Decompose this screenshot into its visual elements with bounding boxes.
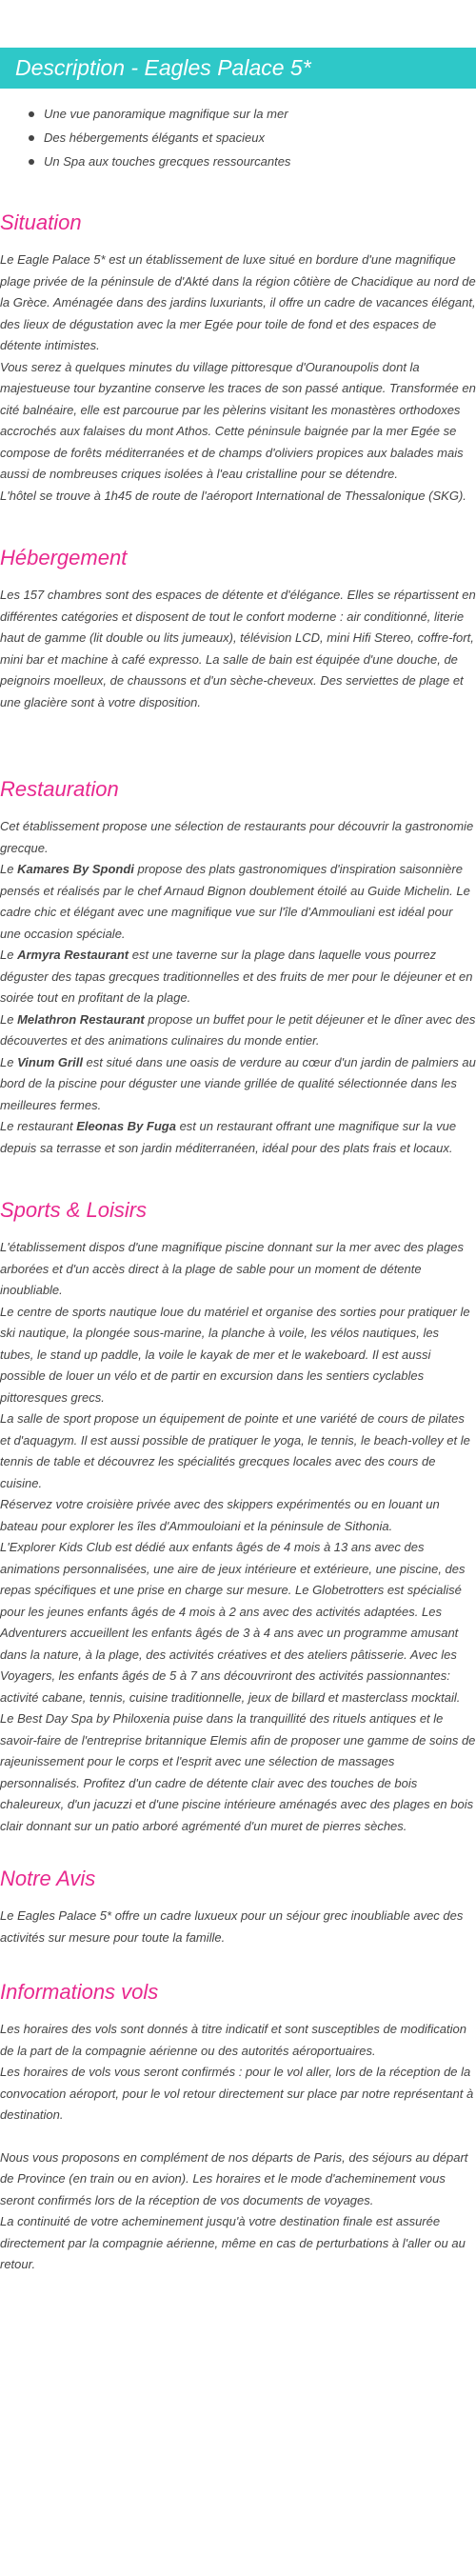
highlight-item: Une vue panoramique magnifique sur la mer (44, 102, 476, 126)
section-title-avis: Notre Avis (0, 1867, 96, 1890)
spacer (0, 2127, 476, 2147)
sports-paragraph-1: L'établissement dispos d'une magnifique piscine donnant sur la mer avec des plages arborées et d'un accès direct à la plage de sable pour un moment de détente inoubliable. (0, 1240, 464, 1297)
section-notre-avis (0, 1866, 476, 1948)
restaurant-description: propose des plats gastronomiques d'inspiration saisonnière pensés et réalisés par le chef Arnaud Bignon doublement étoilé au Guide Michelin. Le cadre chic et élégant avec une magnifique vue sur l'île d'Ammouliani est idéal pour une occasion spéciale. (0, 862, 470, 941)
sports-paragraph-4: Réservez votre croisière privée avec des skippers expérimentés ou en louant un bateau pour explorer les îles d'Ammouloiani et la péninsule de Sithonia. (0, 1497, 440, 1533)
sports-paragraph-5: L'Explorer Kids Club est dédié aux enfants âgés de 4 mois à 13 ans avec des animations personnalisées, une aire de jeux intérieure et extérieure, une piscine, des repas spécifiques et une prise en charge sur mesure. Le Globetrotters est spécialisé pour les jeunes enfants âgés de 4 mois à 2 ans avec des activités adaptées. Les Adventurers accueillent les enfants âgés de 3 à 4 ans avec un programme amusant dans la nature, à la plage, des activités créatives et des ateliers pâtisserie. Avec les Voyagers, les enfants âgés de 5 à 7 ans découvriront des activités passionnantes: activité cabane, tennis, cuisine traditionnelle, jeux de billard et masterclass mocktail. (0, 1540, 466, 1705)
sports-paragraph-6: Le Best Day Spa by Philoxenia puise dans la tranquillité des rituels antiques et le savoir-faire de l'entreprise britannique Elemis afin de proposer une gamme de soins de rajeunissement pour le corps et l'esprit avec une sélection de massages personnalisés. Profitez d'un cadre de détente clair avec des touches de bois chaleureux, d'un jacuzzi et d'une piscine intérieure aménagés avec des plages en bois clair donnant sur un patio arboré agrémenté d'un muret de pierres sèches. (0, 1711, 476, 1833)
vols-paragraph-4: La continuité de votre acheminement jusqu'à votre destination finale est assurée directement par la compagnie aérienne, même en cas de perturbations à l'aller ou au retour. (0, 2214, 466, 2271)
restaurant-prefix: Le (0, 862, 18, 876)
highlights-list (0, 102, 476, 173)
section-informations-vols (0, 1979, 476, 2276)
avis-paragraph: Le Eagles Palace 5* offre un cadre luxueux pour un séjour grec inoubliable avec des activités sur mesure pour toute la famille. (0, 1908, 464, 1945)
vols-paragraph-3: Nous vous proposons en complément de nos départs de Paris, des séjours au départ de Province (en train ou en avion). Les horaires et le mode d'acheminement vous seront confirmés lors de la réception de vos documents de voyages. (0, 2149, 468, 2207)
section-title-vols: Informations vols (0, 1980, 159, 2004)
restauration-intro: Cet établissement propose une sélection de restaurants pour découvrir la gastronomie grecque. (0, 819, 474, 855)
page (0, 48, 476, 2276)
description-banner: Description - Eagles Palace 5* (0, 48, 476, 89)
section-title-restauration: Restauration (0, 777, 119, 801)
restauration-text (0, 816, 476, 1159)
restaurant-description: est situé dans une oasis de verdure au cœur d'un jardin de palmiers au bord de la piscine pour déguster une viande grillée de qualité sélectionnée dans les meilleures fermes. (0, 1054, 476, 1112)
section-restauration (0, 776, 476, 1159)
section-title-sports: Sports & Loisirs (0, 1198, 148, 1222)
restaurant-name-melathron: Melathron Restaurant (17, 1011, 145, 1027)
restaurant-prefix: Le restaurant (0, 1119, 77, 1133)
restaurant-name-vinum: Vinum Grill (17, 1054, 83, 1069)
restaurant-name-kamares: Kamares By Spondi (17, 862, 134, 876)
sports-paragraph-3: La salle de sport propose un équipement de pointe et une variété de cours de pilates et d'aquagym. Il est aussi possible de pratiquer le yoga, le tennis, le beach-volley et le tennis de table et découvrez les spécialités grecques locales avec des cours de cuisine. (0, 1411, 470, 1490)
restaurant-description: est une taverne sur la plage dans laquelle vous pourrez déguster des tapas grecques traditionnelles et des fruits de mer pour le déjeuner et en soirée tout en profitant de la plage. (0, 948, 473, 1005)
restaurant-prefix: Le (0, 1011, 18, 1027)
restaurant-prefix: Le (0, 948, 18, 962)
section-sports-loisirs (0, 1197, 476, 1837)
sports-text (0, 1237, 476, 1837)
hebergement-paragraph: Les 157 chambres sont des espaces de détente et d'élégance. Elles se répartissent en différentes catégories et disposent de tout le confort moderne : air conditionné, literie haut de gamme (lit double ou lits jumeaux), télévision LCD, mini Hifi Stereo, coffre-fort, mini bar et machine à café expresso. La salle de bain est équipée d'une douche, de peignoirs moelleux, de chaussons et d'un sèche-cheveux. Des serviettes de plage et une glacière sont à votre disposition. (0, 588, 476, 709)
situation-paragraph-3: L'hôtel se trouve à 1h45 de route de l'aéroport International de Thessalonique (SKG). (0, 488, 466, 503)
restaurant-name-eleonas: Eleonas By Fuga (76, 1119, 176, 1133)
restaurant-prefix: Le (0, 1054, 18, 1069)
situation-paragraph-1: Le Eagle Palace 5* est un établissement de luxe situé en bordure d'une magnifique plage privée de la péninsule de d'Akté dans la région côtière de Chacidique au nord de la Grèce. Aménagée dans des jardins luxuriants, il offre un cadre de vacances élégant, des lieux de dégustation avec la mer Egée pour toile de fond et des espaces de détente intimistes. (0, 252, 476, 352)
restaurant-description: est un restaurant offrant une magnifique sur la vue depuis sa terrasse et son jardin méditerranéen, idéal pour des plats frais et locaux. (0, 1119, 457, 1155)
vols-text-2 (0, 2147, 476, 2276)
highlight-item: Des hébergements élégants et spacieux (44, 126, 476, 150)
restaurant-description: propose un buffet pour le petit déjeuner et le dîner avec des découvertes et des animations culinaires du monde entier. (0, 1011, 476, 1048)
vols-paragraph-2: Les horaires de vols vous seront confirmés : pour le vol aller, lors de la réception de la convocation aéroport, pour le vol retour directement sur place par notre représentant à destination. (0, 2065, 474, 2122)
vols-paragraph-1: Les horaires des vols sont donnés à titre indicatif et sont susceptibles de modification de la part de la compagnie aérienne ou des autorités aéroportuaires. (0, 2022, 466, 2058)
section-title-situation: Situation (0, 210, 82, 234)
section-title-hebergement: Hébergement (0, 546, 128, 569)
section-situation (0, 210, 476, 507)
sports-paragraph-2: Le centre de sports nautique loue du matériel et organise des sorties pour pratiquer le ski nautique, la plongée sous-marine, la planche à voile, les vélos nautiques, les tubes, le stand up paddle, la voile le kayak de mer et le wakeboard. Il est aussi possible de louer un vélo et de partir en excursion dans les sentiers cyclables pittoresques grecs. (0, 1304, 470, 1405)
section-hebergement (0, 545, 476, 713)
vols-text-1 (0, 2019, 476, 2127)
situation-text (0, 250, 476, 507)
highlight-item: Un Spa aux touches grecques ressourcantes (44, 150, 476, 173)
situation-paragraph-2: Vous serez à quelques minutes du village pittoresque d'Ouranoupolis dont la majestueuse tour byzantine conserve les traces de son passé antique. Transformée en cité balnéaire, elle est parcourue par les pèlerins visitant les monastères orthodoxes accrochés aux falaises du mont Athos. Cette péninsule baignée par la mer Egée se compose de forêts méditerranées et de champs d'oliviers propices aux balades mais aussi de nombreuses criques isolées à l'eau cristalline pour se détendre. (0, 359, 476, 481)
restaurant-name-armyra: Armyra Restaurant (17, 948, 129, 962)
